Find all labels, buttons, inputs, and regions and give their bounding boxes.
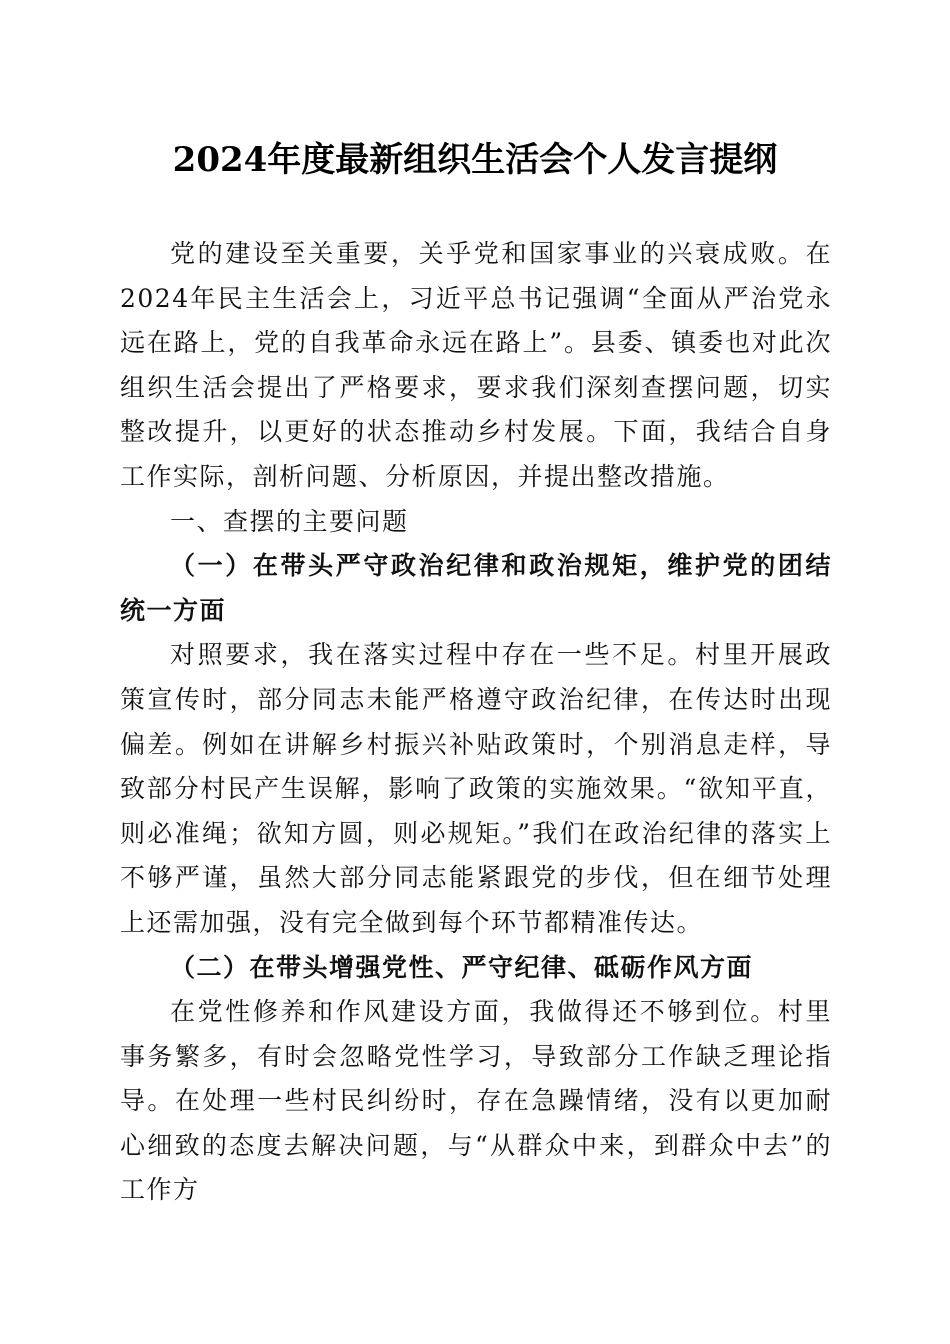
- section1-paragraph: 对照要求，我在落实过程中存在一些不足。村里开展政策宣传时，部分同志未能严格遵守政治纪律，在传达时出现偏差。例如在讲解乡村振兴补贴政策时，个别消息走样，导致部分村民产生误解，影响了政策的实施效果。“欲知平直，则必准绳；欲知方圆，则必规矩。”我们在政治纪律的落实上不够严谨，虽然大部分同志能紧跟党的步伐，但在细节处理上还需加强，没有完全做到每个环节都精准传达。: [120, 640, 832, 937]
- section-heading-problems: 一、查摆的主要问题: [170, 506, 409, 536]
- intro-paragraph: 党的建设至关重要，关乎党和国家事业的兴衰成败。在2024年民主生活会上，习近平总书记强调“全面从严治党永远在路上，党的自我革命永远在路上”。县委、镇委也对此次组织生活会提出了严格要求，要求我们深刻查摆问题，切实整改提升，以更好的状态推动乡村发展。下面，我结合自身工作实际，剖析问题、分析原因，并提出整改措施。: [120, 239, 832, 491]
- document-body: [120, 232, 832, 1213]
- subheading-party-spirit: （二）在带头增强党性、严守纪律、砥砺作风方面: [170, 952, 754, 982]
- section2-paragraph: 在党性修养和作风建设方面，我做得还不够到位。村里事务繁多，有时会忽略党性学习，导致部分工作缺乏理论指导。在处理一些村民纠纷时，存在急躁情绪，没有以更加耐心细致的态度去解决问题，与“从群众中来，到群众中去”的工作方: [120, 997, 832, 1205]
- subheading-political-discipline: （一）在带头严守政治纪律和政治规矩，维护党的团结统一方面: [120, 551, 832, 625]
- document-title: 2024年度最新组织生活会个人发言提纲: [172, 140, 778, 180]
